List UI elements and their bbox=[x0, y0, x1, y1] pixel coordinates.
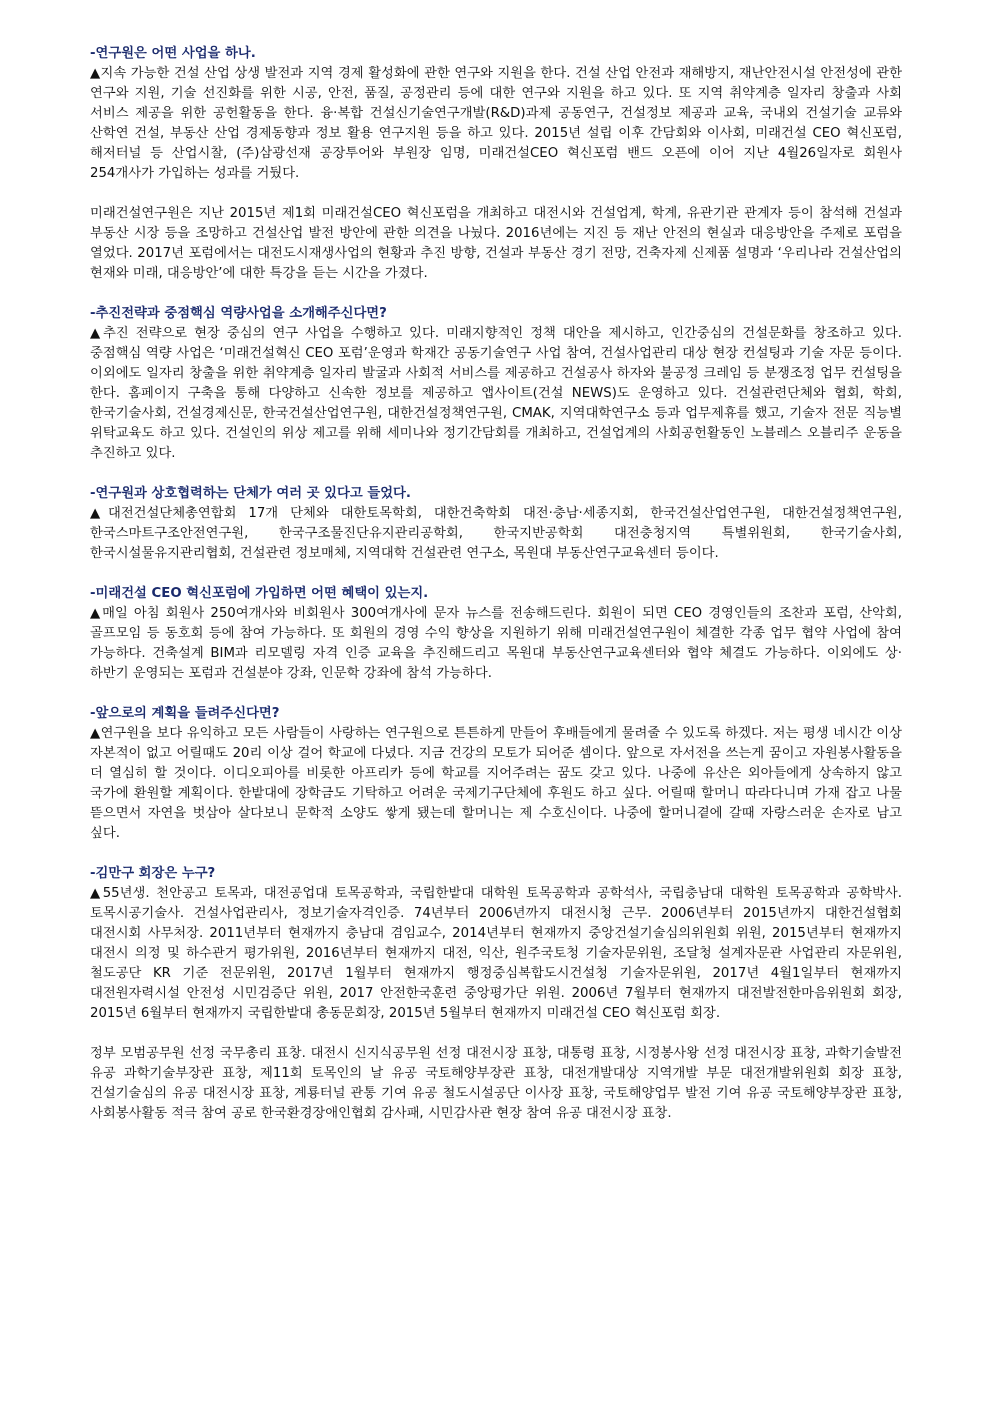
answer-paragraph: ▲연구원을 보다 유익하고 모든 사람들이 사랑하는 연구원으로 튼튼하게 만들어 후배들에게 물려줄 수 있도록 하겠다. 저는 평생 네시간 이상 자본적이 없고 어릴때도 20리 이상 걸어 학교에 다녔다. 지금 건강의 모토가 되어준 셈이다. 앞으로 자서전을 쓰는게 꿈이고 자원봉사활동을 더 열심히 할 것이다. 이디오피아를 비롯한 아프리카 등에 학교를 지어주려는 꿈도 갖고 있다. 나중에 유산은 외아들에게 상속하지 않고 국가에 환원할 계획이다. 한밭대에 장학금도 기탁하고 어려운 국제기구단체에 후원도 하고 싶다. 어릴때 할머니 따라다니며 가재 잡고 나물 뜯으면서 자연을 벗삼아 살다보니 문학적 소양도 쌓게 됐는데 할머니는 제 수호신이다. 나중에 할머니곁에 갈때 자랑스러운 손자로 남고 싶다. bbox=[90, 726, 902, 841]
answer-paragraph: ▲지속 가능한 건설 산업 상생 발전과 지역 경제 활성화에 관한 연구와 지원을 한다. 건설 산업 안전과 재해방지, 재난안전시설 안전성에 관한 연구와 지원, 기술 선진화를 위한 시공, 안전, 품질, 공정관리 등에 대한 연구와 지원을 하고 있다. 또 지역 취약계층 일자리 창출과 사회 서비스 제공을 위한 공헌활동을 한다. 융·복합 건설신기술연구개발(R&D)과제 공동연구, 건설정보 제공과 교육, 국내외 건설기술 교류와 산학연 건설, 부동산 산업 경제동향과 정보 활용 연구지원 등을 하고 있다. 2015년 설립 이후 간담회와 이사회, 미래건설 CEO 혁신포럼, 해저터널 등 산업시찰, (주)삼광선재 공장투어와 부원장 임명, 미래건설CEO 혁신포럼 밴드 오픈에 이어 지난 4월26일자로 회원사 254개사가 가입하는 성과를 거뒀다. bbox=[90, 66, 902, 181]
answer-paragraph: ▲매일 아침 회원사 250여개사와 비회원사 300여개사에 문자 뉴스를 전송해드린다. 회원이 되면 CEO 경영인들의 조찬과 포럼, 산악회, 골프모임 등 동호회 등에 참여 가능하다. 또 회원의 경영 수익 향상을 지원하기 위해 미래건설연구원이 체결한 각종 업무 협약 사업에 참여 가능하다. 건축설계 BIM과 리모델링 자격 인증 교육을 추진해드리고 목원대 부동산연구교육센터와 협약 체결도 가능하다. 이외에도 상·하반기 운영되는 포럼과 건설분야 강좌, 인문학 강좌에 참석 가능하다. bbox=[90, 606, 902, 681]
qa-section-strategy bbox=[90, 304, 902, 464]
question-heading: -미래건설 CEO 혁신포럼에 가입하면 어떤 혜택이 있는지. bbox=[90, 586, 429, 601]
answer-paragraph: ▲추진 전략으로 현장 중심의 연구 사업을 수행하고 있다. 미래지향적인 정책 대안을 제시하고, 인간중심의 건설문화를 창조하고 있다. 중점핵심 역량 사업은 ‘미래건설혁신 CEO 포럼’운영과 학재간 공동기술연구 사업 참여, 건설사업관리 대상 현장 컨설팅과 기술 자문 등이다. 이외에도 일자리 창출을 위한 취약계층 일자리 발굴과 사회적 서비스를 제공하고 건설공사 하자와 불공정 크레임 등 분쟁조정 업무 컨설팅을 한다. 홈페이지 구축을 통해 다양하고 신속한 정보를 제공하고 앱사이트(건설 NEWS)도 운영하고 있다. 건설관련단체와 협회, 학회, 한국기술사회, 건설경제신문, 한국건설산업연구원, 대한건설정책연구원, CMAK, 지역대학연구소 등과 업무제휴를 했고, 기술자 전문 직능별 위탁교육도 하고 있다. 건설인의 위상 제고를 위해 세미나와 정기간담회를 개최하고, 건설업계의 사회공헌활동인 노블레스 오블리주 운동을 추진하고 있다. bbox=[90, 326, 902, 461]
question-heading: -추진전략과 중점핵심 역량사업을 소개해주신다면? bbox=[90, 306, 387, 321]
answer-paragraph: ▲대전건설단체총연합회 17개 단체와 대한토목학회, 대한건축학회 대전·충남·세종지회, 한국건설산업연구원, 대한건설정책연구원, 한국스마트구조안전연구원, 한국구조물진단유지관리공학회, 한국지반공학회 대전충청지역 특별위원회, 한국기술사회, 한국시설물유지관리협회, 건설관련 정보매체, 지역대학 건설관련 연구소, 목원대 부동산연구교육센터 등이다. bbox=[90, 506, 902, 561]
qa-section-partners bbox=[90, 484, 902, 564]
question-heading: -앞으로의 계획을 들려주신다면? bbox=[90, 706, 280, 721]
question-heading: -연구원은 어떤 사업을 하나. bbox=[90, 46, 256, 61]
qa-section-business bbox=[90, 44, 902, 284]
article-body bbox=[90, 44, 902, 1144]
question-heading: -연구원과 상호협력하는 단체가 여러 곳 있다고 들었다. bbox=[90, 486, 411, 501]
qa-section-forum-benefits bbox=[90, 584, 902, 684]
qa-section-future-plans bbox=[90, 704, 902, 844]
qa-section-profile bbox=[90, 864, 902, 1124]
question-heading: -김만구 회장은 누구? bbox=[90, 866, 216, 881]
answer-paragraph: 미래건설연구원은 지난 2015년 제1회 미래건설CEO 혁신포럼을 개최하고 대전시와 건설업계, 학계, 유관기관 관계자 등이 참석해 건설과 부동산 시장 등을 조망하고 건설산업 발전 방안에 관한 의견을 나눴다. 2016년에는 지진 등 재난 안전의 현실과 대응방안을 주제로 포럼을 열었다. 2017년 포럼에서는 대전도시재생사업의 현황과 추진 방향, 건설과 부동산 경기 전망, 건축자제 신제품 설명과 ‘우리나라 건설산업의 현재와 미래, 대응방안’에 대한 특강을 듣는 시간을 가졌다. bbox=[90, 206, 902, 281]
answer-paragraph: 정부 모범공무원 선정 국무총리 표창. 대전시 신지식공무원 선정 대전시장 표창, 대통령 표창, 시정봉사왕 선정 대전시장 표창, 과학기술발전 유공 과학기술부장관 표창, 제11회 토목인의 날 유공 국토해양부장관 표창, 대전개발대상 지역개발 부문 대전개발위원회 회장 표창, 건설기술심의 유공 대전시장 표창, 계룡터널 관통 기여 유공 철도시설공단 이사장 표창, 국토해양업무 발전 기여 유공 국토해양부장관 표창, 사회봉사활동 적극 참여 공로 한국환경장애인협회 감사패, 시민감사관 현장 참여 유공 대전시장 표창. bbox=[90, 1046, 902, 1121]
answer-paragraph: ▲55년생. 천안공고 토목과, 대전공업대 토목공학과, 국립한밭대 대학원 토목공학과 공학석사, 국립충남대 대학원 토목공학과 공학박사. 토목시공기술사. 건설사업관리사, 정보기술자격인증. 74년부터 2006년까지 대전시청 근무. 2006년부터 2015년까지 대한건설협회 대전시회 사무처장. 2011년부터 현재까지 충남대 겸임교수, 2014년부터 현재까지 중앙건설기술심의위원회 위원, 2015년부터 현재까지 대전시 의정 및 하수관거 평가위원, 2016년부터 현재까지 대전, 익산, 원주국토청 기술자문위원, 조달청 설계자문관 사업관리 자문위원, 철도공단 KR 기준 전문위원, 2017년 1월부터 현재까지 행정중심복합도시건설청 기술자문위원, 2017년 4월1일부터 현재까지 대전원자력시설 안전성 시민검증단 위원, 2017 안전한국훈련 중앙평가단 위원. 2006년 7월부터 현재까지 대전발전한마음위원회 회장, 2015년 6월부터 현재까지 국립한밭대 총동문회장, 2015년 5월부터 현재까지 미래건설 CEO 혁신포럼 회장. bbox=[90, 886, 902, 1021]
